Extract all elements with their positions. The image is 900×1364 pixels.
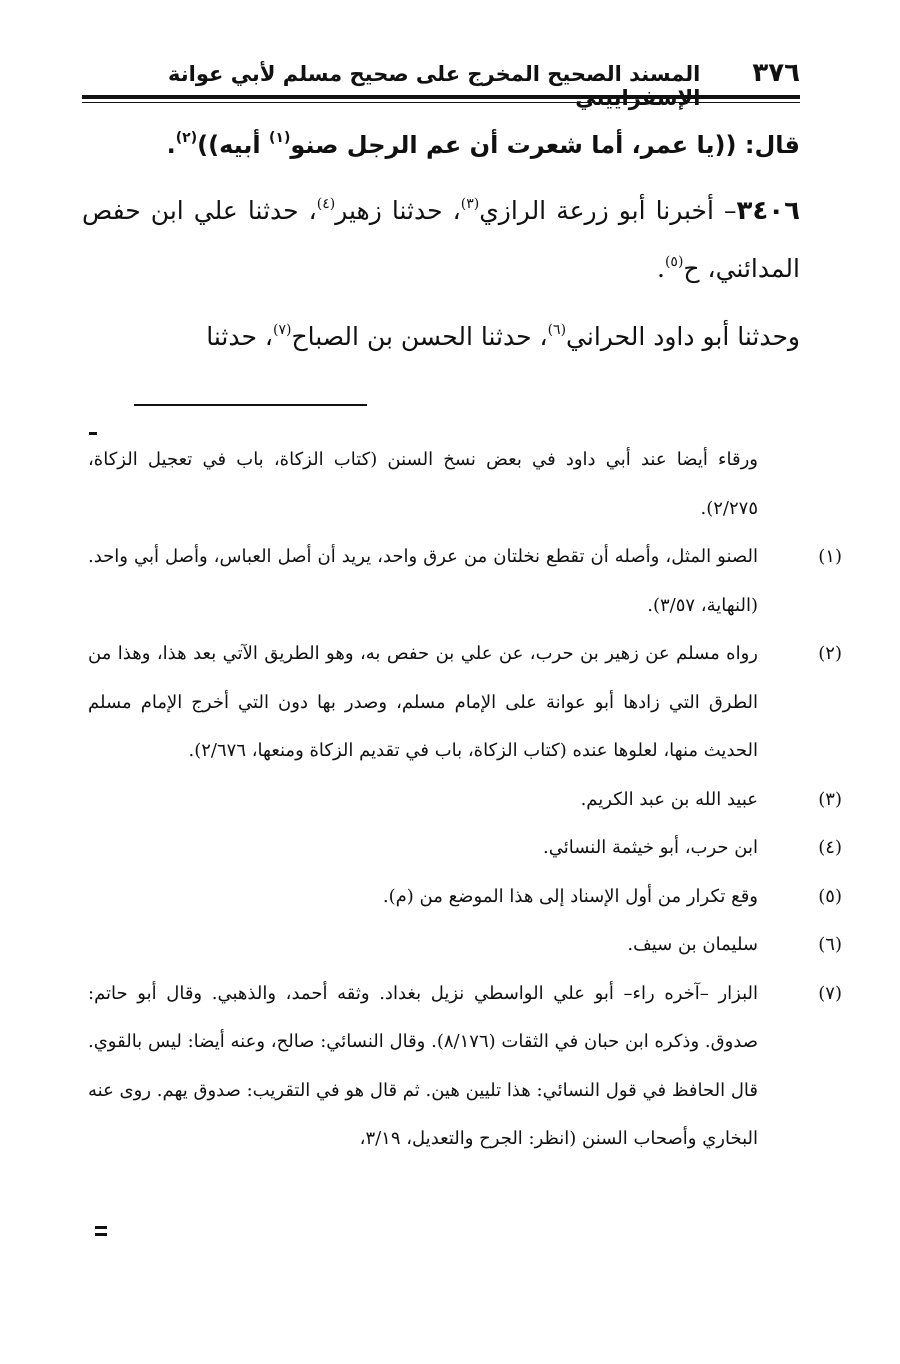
page-number: ٣٧٦	[752, 58, 800, 88]
footnote-marker-2: (٢)	[175, 130, 198, 146]
footnote-separator	[134, 404, 367, 406]
text-run: – أخبرنا أبو زرعة الرازي	[479, 196, 737, 225]
body-paragraph-1	[82, 116, 800, 174]
footnote-3	[88, 776, 842, 825]
footnote-1	[88, 533, 842, 630]
continuation-mark-bottom	[95, 1226, 107, 1229]
footnote-carryover: ورقاء أيضا عند أبي داود في بعض نسخ السنن (كتاب الزكاة، باب في تعجيل الزكاة، ٢/٢٧٥).	[88, 449, 758, 519]
footnote-marker-1: (١)	[269, 130, 291, 146]
running-title: المسند الصحيح المخرج على صحيح مسلم لأبي عوانة	[168, 62, 701, 86]
footnote-text: سليمان بن سيف.	[627, 934, 758, 955]
text-run: ، حدثنا الحسن بن الصباح	[291, 322, 548, 351]
footnote-number: (٥)	[818, 885, 842, 907]
text-run: أبيه))	[197, 131, 270, 159]
footnote-5	[88, 873, 842, 922]
text-run: قال: ((يا عمر، أما شعرت أن عم الرجل صنو	[290, 131, 800, 159]
footnote-text: البزار –آخره راء– أبو علي الواسطي نزيل بغداد. وثقه أحمد، والذهبي. وقال أبو حاتم: صدوق. وذكره ابن حبان في الثقات (٨/١٧٦). وقال النسائي: صالح، وعنه أيضا: ليس بالقوي. قال الحافظ في قول النسائي: هذا تليين هين. ثم قال هو في التقريب: صدوق يهم. روى عنه البخاري وأصحاب السنن (انظر: الجرح والتعديل، ٣/١٩،	[88, 982, 759, 1149]
header-rule-thin	[82, 102, 800, 103]
text-run: .	[657, 254, 665, 283]
text-run: ، حدثنا زهير	[335, 196, 461, 225]
footnote-marker-4: (٤)	[316, 196, 336, 212]
text-run: .	[166, 131, 176, 159]
footnote-4	[88, 824, 842, 873]
continuation-mark-top	[89, 432, 97, 435]
footnote-marker-7: (٧)	[272, 322, 292, 338]
footnote-7	[88, 970, 842, 1164]
text-run: ، حدثنا علي ابن حفص المدائني، ح	[82, 196, 800, 283]
footnote-number: (٦)	[818, 934, 842, 955]
body-paragraph-hadith	[82, 182, 800, 298]
footnote-6	[88, 921, 842, 970]
footnote-number: (٤)	[818, 837, 842, 858]
continuation-mark-bottom	[95, 1233, 107, 1236]
footnote-marker-5: (٥)	[664, 254, 684, 270]
footnotes	[88, 436, 842, 1164]
footnote-marker-6: (٦)	[547, 322, 567, 338]
footnote-2	[88, 630, 842, 776]
footnote-text: وقع تكرار من أول الإسناد إلى هذا الموضع من (م).	[382, 885, 758, 907]
body-paragraph-3	[82, 308, 800, 366]
footnote-number: (٢)	[818, 643, 842, 664]
footnote-text: ابن حرب، أبو خيثمة النسائي.	[543, 837, 758, 858]
hadith-number: ٣٤٠٦	[736, 196, 800, 226]
footnote-text: الصنو المثل، وأصله أن تقطع نخلتان من عرق واحد، يريد أن أصل العباس، وأصل أبي واحد. (النهاية، ٣/٥٧).	[88, 546, 758, 616]
header-rule-thick	[82, 95, 800, 99]
footnote-number: (٣)	[818, 788, 842, 810]
text-run: وحدثنا أبو داود الحراني	[566, 322, 800, 351]
footnote-marker-3: (٣)	[460, 196, 480, 212]
footnote-text: رواه مسلم عن زهير بن حرب، عن علي بن حفص به، وهو الطريق الآتي بعد هذا، وهذا من الطرق التي زادها أبو عوانة على الإمام مسلم، وصدر بها دون التي أخرج الإمام مسلم الحديث منها، لعلوها عنده (كتاب الزكاة، باب في تقديم الزكاة ومنعها، ٢/٦٧٦).	[88, 643, 758, 761]
footnote-text: عبيد الله بن عبد الكريم.	[580, 788, 758, 810]
footnote-number: (١)	[818, 546, 842, 567]
text-run: ، حدثنا	[206, 322, 273, 351]
footnote-number: (٧)	[818, 982, 842, 1004]
